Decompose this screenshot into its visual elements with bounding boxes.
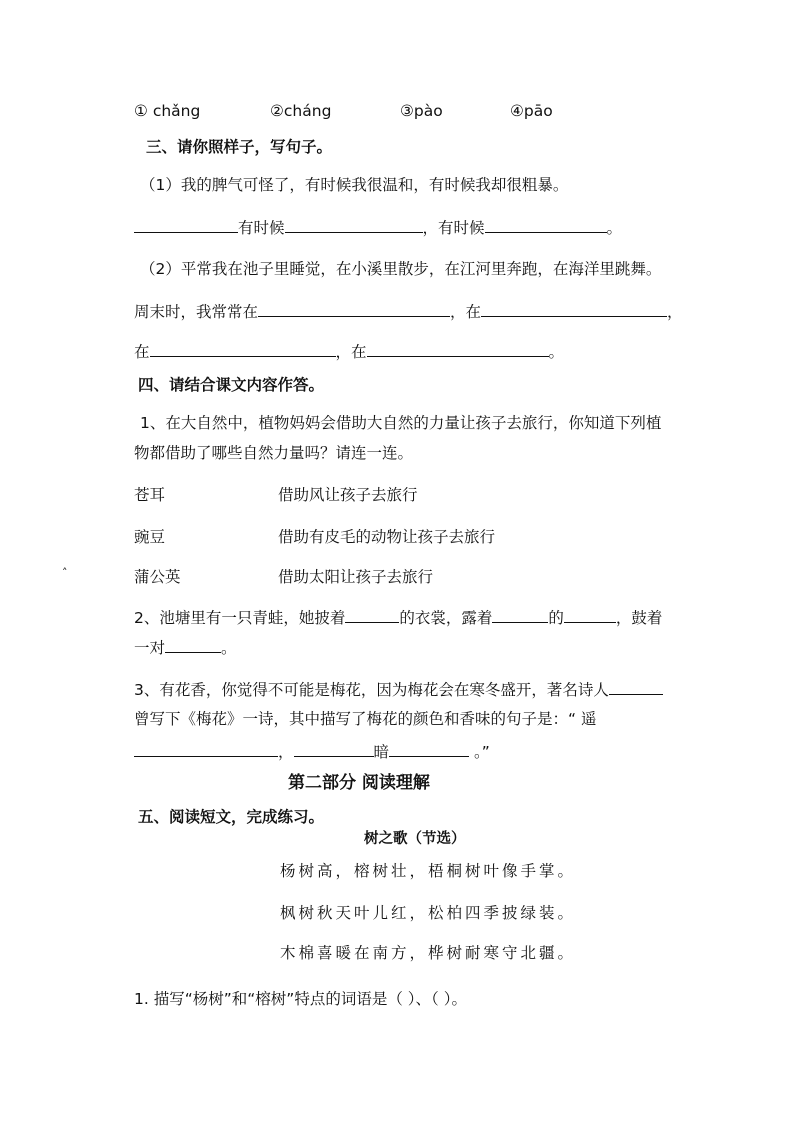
- text-fragment: 2、池塘里有一只青蛙，她披着: [134, 609, 346, 627]
- text-fragment: 暗: [373, 743, 390, 761]
- section5-q1: 1. 描写“杨树”和“榕树”特点的词语是（ ）、（ ）。: [134, 990, 467, 1008]
- section3-q1: （1）我的脾气可怪了，有时候我很温和，有时候我却很粗暴。: [140, 176, 569, 194]
- option-number: ①: [134, 102, 148, 120]
- option-number: ④: [510, 102, 524, 120]
- answer-blank[interactable]: [165, 636, 221, 653]
- text-fragment: 。: [606, 219, 623, 237]
- text-fragment: 。: [221, 639, 237, 657]
- section3-heading: 三、请你照样子，写句子。: [146, 138, 333, 156]
- option-number: ③: [400, 102, 414, 120]
- poem-title: 树之歌（节选）: [364, 831, 466, 847]
- text-fragment: 有时候: [238, 219, 285, 237]
- section4-q2-line1: [134, 606, 662, 629]
- match-method-1: 借助风让孩子去旅行: [278, 486, 418, 504]
- section3-q1-answer-line: [134, 216, 622, 239]
- match-method-2: 借助有皮毛的动物让孩子去旅行: [278, 528, 496, 546]
- answer-blank[interactable]: [564, 606, 616, 623]
- match-method-3: 借助太阳让孩子去旅行: [278, 568, 434, 586]
- section4-q1-line2: 物都借助了哪些自然力量吗？请连一连。: [134, 444, 414, 462]
- text-fragment: 的: [548, 609, 564, 627]
- section4-q3-line2: 曾写下《梅花》一诗，其中描写了梅花的颜色和香味的句子是：“ 遥: [134, 710, 597, 728]
- section3-q2-answer-line1: [134, 300, 683, 323]
- answer-blank[interactable]: [492, 606, 548, 623]
- poem-line-3: 木棉喜暖在南方，桦树耐寒守北疆。: [280, 944, 577, 962]
- answer-blank[interactable]: [389, 740, 469, 757]
- section4-heading: 四、请结合课文内容作答。: [138, 376, 325, 394]
- option-number: ②: [270, 102, 284, 120]
- text-fragment: ，有时候: [422, 219, 485, 237]
- stray-mark: ˄: [62, 566, 68, 579]
- text-fragment: ，: [278, 743, 294, 761]
- answer-blank[interactable]: [134, 216, 238, 233]
- answer-blank[interactable]: [150, 340, 336, 357]
- text-fragment: ，在: [335, 343, 367, 361]
- text-fragment: ，在: [450, 303, 482, 321]
- text-fragment: 在: [134, 343, 150, 361]
- answer-blank[interactable]: [345, 606, 399, 623]
- option-text: pào: [413, 102, 443, 120]
- text-fragment: 周末时，我常常在: [134, 303, 259, 321]
- section3-q2-answer-line2: [134, 340, 564, 363]
- answer-blank[interactable]: [294, 740, 374, 757]
- option-2: [270, 100, 331, 122]
- poem-line-2: 枫树秋天叶儿红，松柏四季披绿装。: [280, 904, 577, 922]
- section4-q3-line1: [134, 678, 663, 701]
- section5-heading: 五、阅读短文，完成练习。: [138, 808, 325, 826]
- match-plant-1: 苍耳: [134, 486, 166, 504]
- text-fragment: 的衣裳，露着: [399, 609, 493, 627]
- option-3: [400, 100, 443, 122]
- text-fragment: ，: [667, 303, 683, 321]
- answer-blank[interactable]: [485, 216, 607, 233]
- text-fragment: 一对: [134, 639, 166, 657]
- part2-title: 第二部分 阅读理解: [288, 773, 430, 793]
- match-plant-2: 豌豆: [134, 528, 166, 546]
- text-fragment: 。: [548, 343, 565, 361]
- text-fragment: 3、有花香，你觉得不可能是梅花，因为梅花会在寒冬盛开，著名诗人: [134, 681, 609, 699]
- text-fragment: ，鼓着: [615, 609, 663, 627]
- answer-blank[interactable]: [258, 300, 450, 317]
- section4-q3-line3: [134, 740, 490, 763]
- answer-blank[interactable]: [609, 678, 663, 695]
- option-text: cháng: [283, 102, 332, 120]
- poem-line-1: 杨树高，榕树壮，梧桐树叶像手掌。: [280, 862, 577, 880]
- answer-blank[interactable]: [134, 740, 278, 757]
- option-4: [510, 100, 553, 122]
- option-1: [134, 100, 200, 122]
- option-text: chǎng: [147, 102, 201, 120]
- answer-blank[interactable]: [285, 216, 423, 233]
- answer-blank[interactable]: [367, 340, 549, 357]
- match-plant-3: 蒲公英: [134, 568, 181, 586]
- section4-q2-line2: [134, 636, 237, 659]
- option-text: pāo: [523, 102, 553, 120]
- section4-q1-line1: 1、在大自然中，植物妈妈会借助大自然的力量让孩子去旅行，你知道下列植: [140, 414, 662, 432]
- text-fragment: 。”: [469, 743, 490, 761]
- section3-q2: （2）平常我在池子里睡觉，在小溪里散步，在江河里奔跑，在海洋里跳舞。: [140, 260, 662, 278]
- answer-blank[interactable]: [481, 300, 667, 317]
